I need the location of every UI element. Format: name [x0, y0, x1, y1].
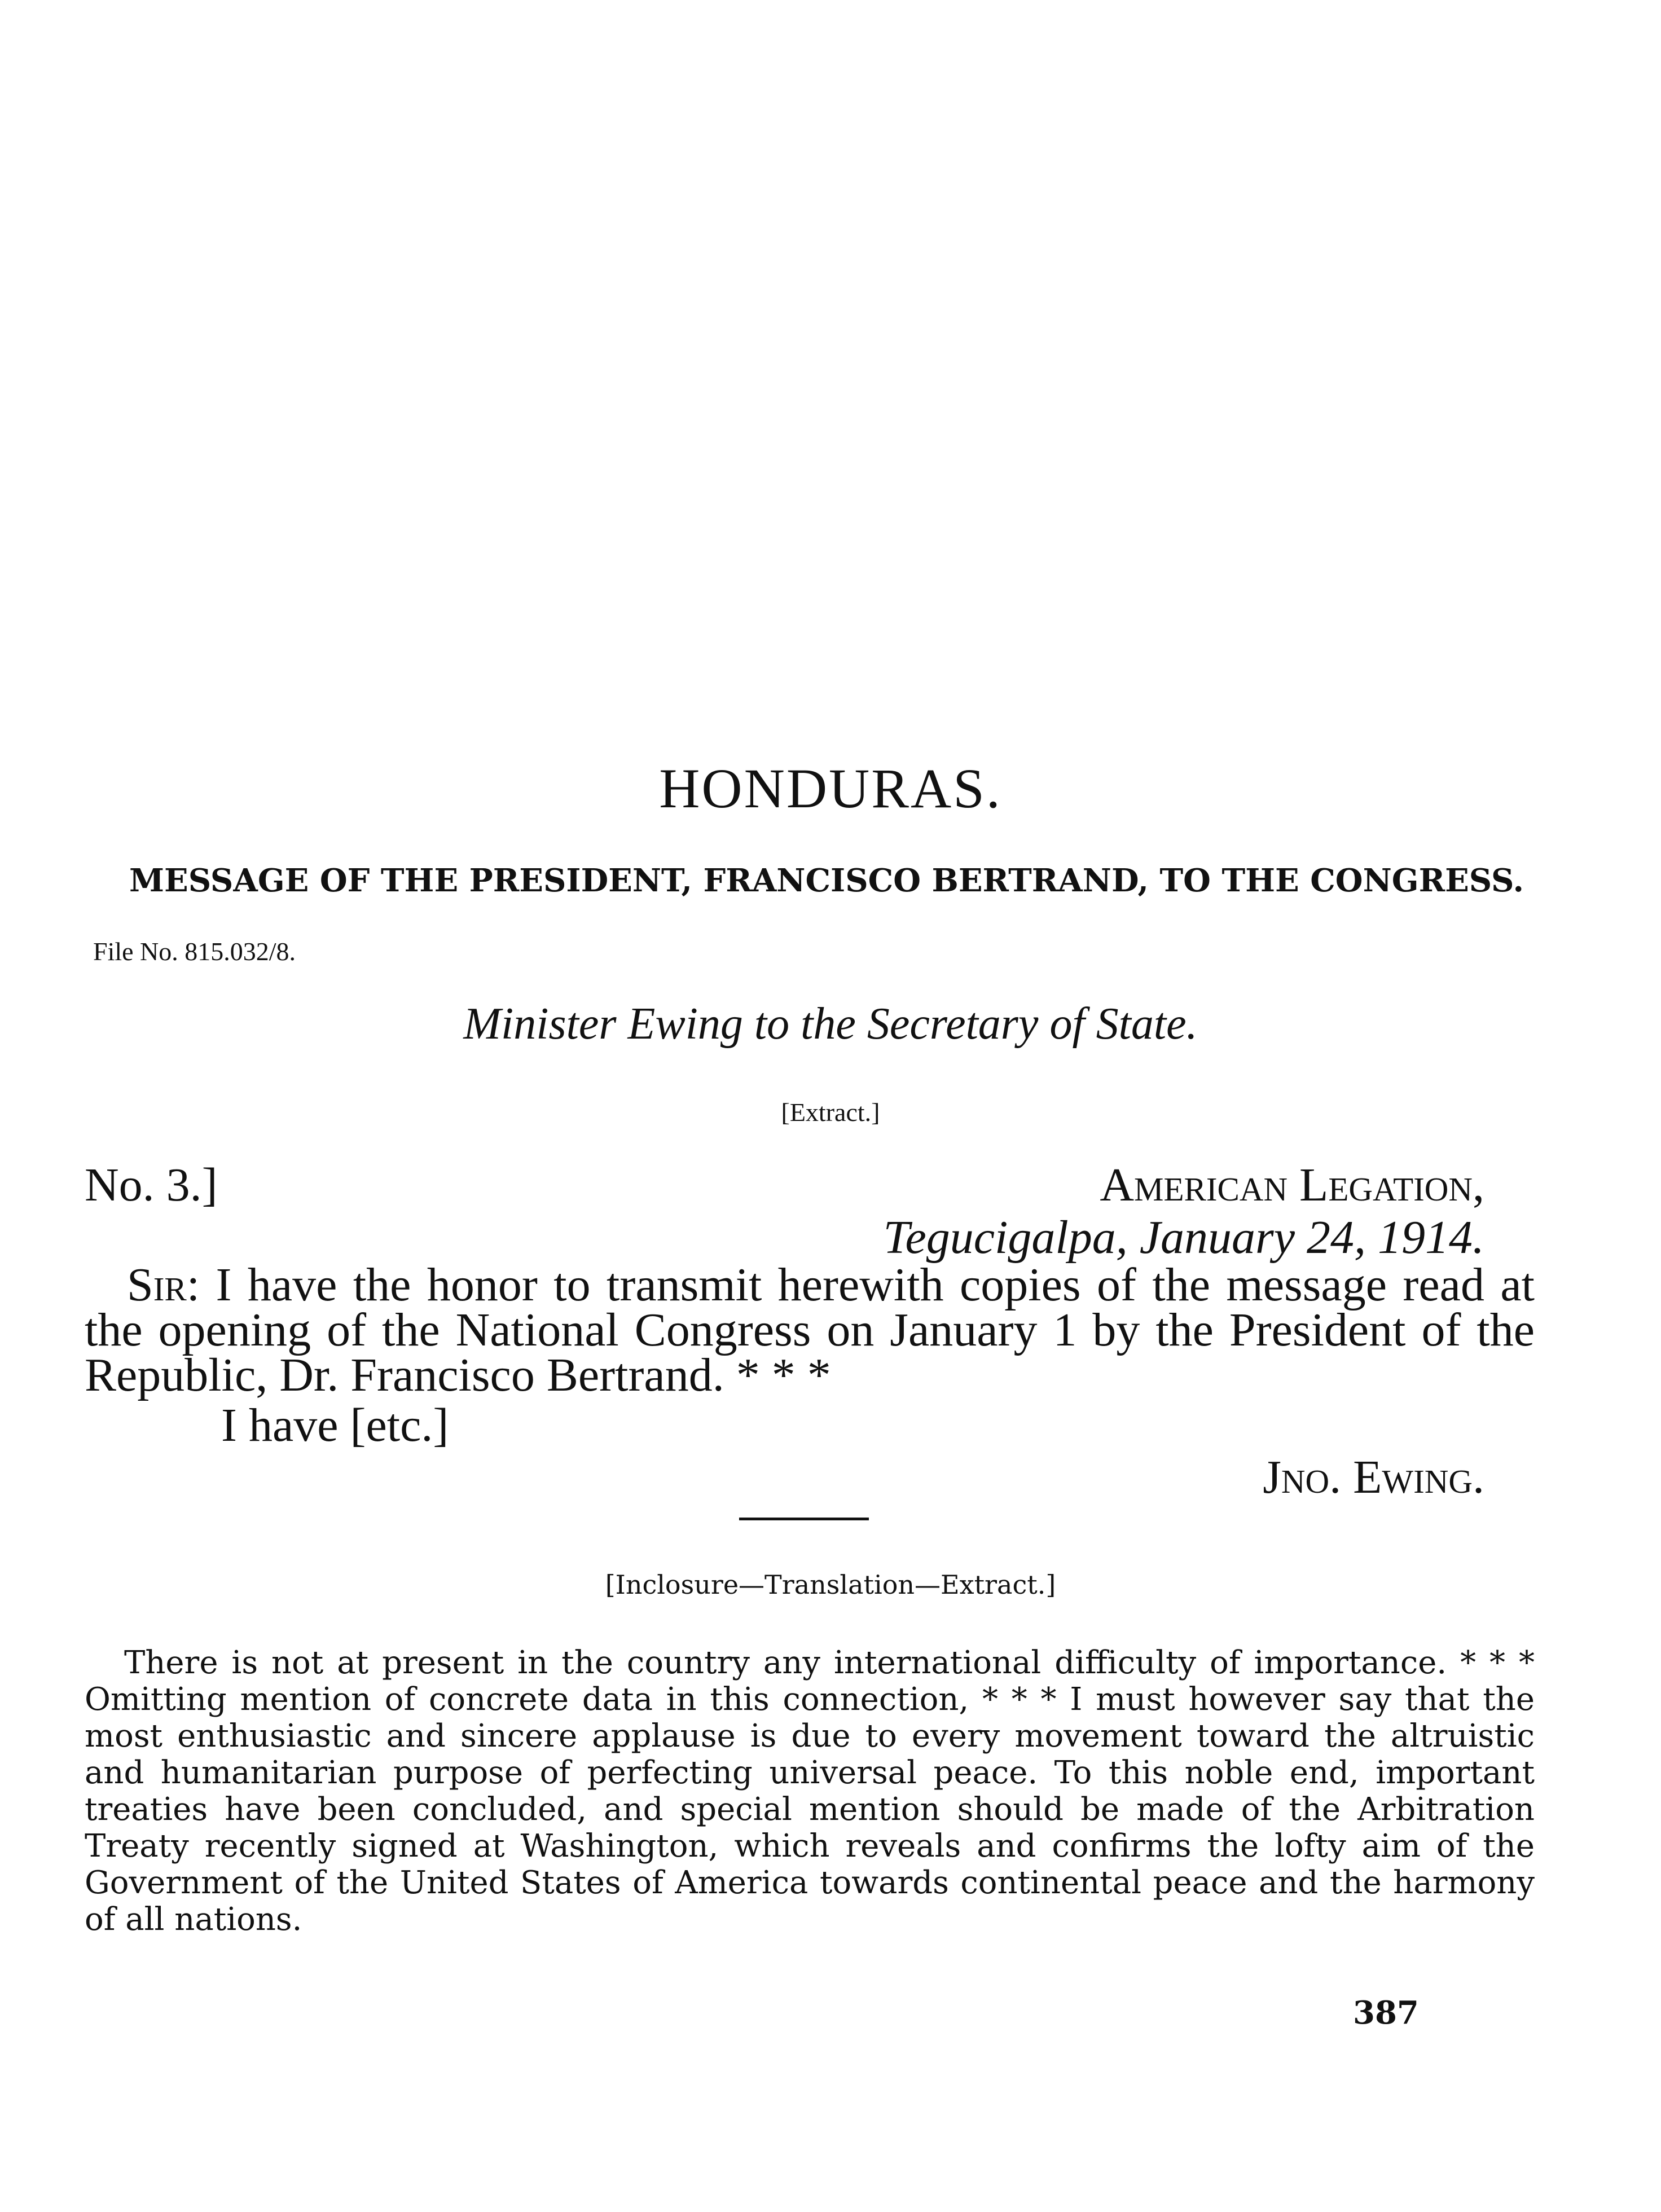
file-number: File No. 815.032/8. — [93, 937, 296, 966]
legation-label: American Legation, — [1100, 1159, 1484, 1211]
page-number: 387 — [1353, 1994, 1419, 2031]
legation-line — [1100, 1158, 1484, 1212]
letter-closing: I have [etc.] — [221, 1399, 449, 1452]
inclosure-note: [Inclosure—Translation—Extract.] — [605, 1569, 1056, 1600]
letter-number: No. 3.] — [85, 1159, 218, 1211]
country-title: HONDURAS. — [659, 757, 1002, 820]
signature: Jno. Ewing. — [1263, 1451, 1484, 1503]
extract-note: [Extract.] — [781, 1098, 880, 1127]
document-heading: MESSAGE OF THE PRESIDENT, FRANCISCO BERTRAND, TO THE CONGRESS. — [129, 862, 1524, 899]
letter-body-text: : I have the honor to transmit herewith copies of the message read at the opening of the National Congress on January 1 by the President of the Republic, Dr. Francisco Bertrand. * * * — [85, 1259, 1535, 1401]
letter-body — [85, 1259, 1535, 1401]
letter-title: Minister Ewing to the Secretary of State. — [463, 999, 1198, 1049]
salutation: Sir — [127, 1259, 187, 1311]
inclosure-text: There is not at present in the country any international difficulty of importance. * * * Omitting mention of concrete data in this connection, * * * I must however say that the most enthusiastic and sincere applause is due to every movement toward the altruistic and humanitarian purpose of perfecting universal peace. To this noble end, important treaties have been concluded, and special mention should be made of the Arbitration Treaty recently signed at Washington, which reveals and confirms the lofty aim of the Government of the United States of America towards continental peace and the harmony of all nations. — [85, 1644, 1535, 1938]
dateline: Tegucigalpa, January 24, 1914. — [883, 1211, 1484, 1264]
section-divider — [739, 1518, 869, 1520]
